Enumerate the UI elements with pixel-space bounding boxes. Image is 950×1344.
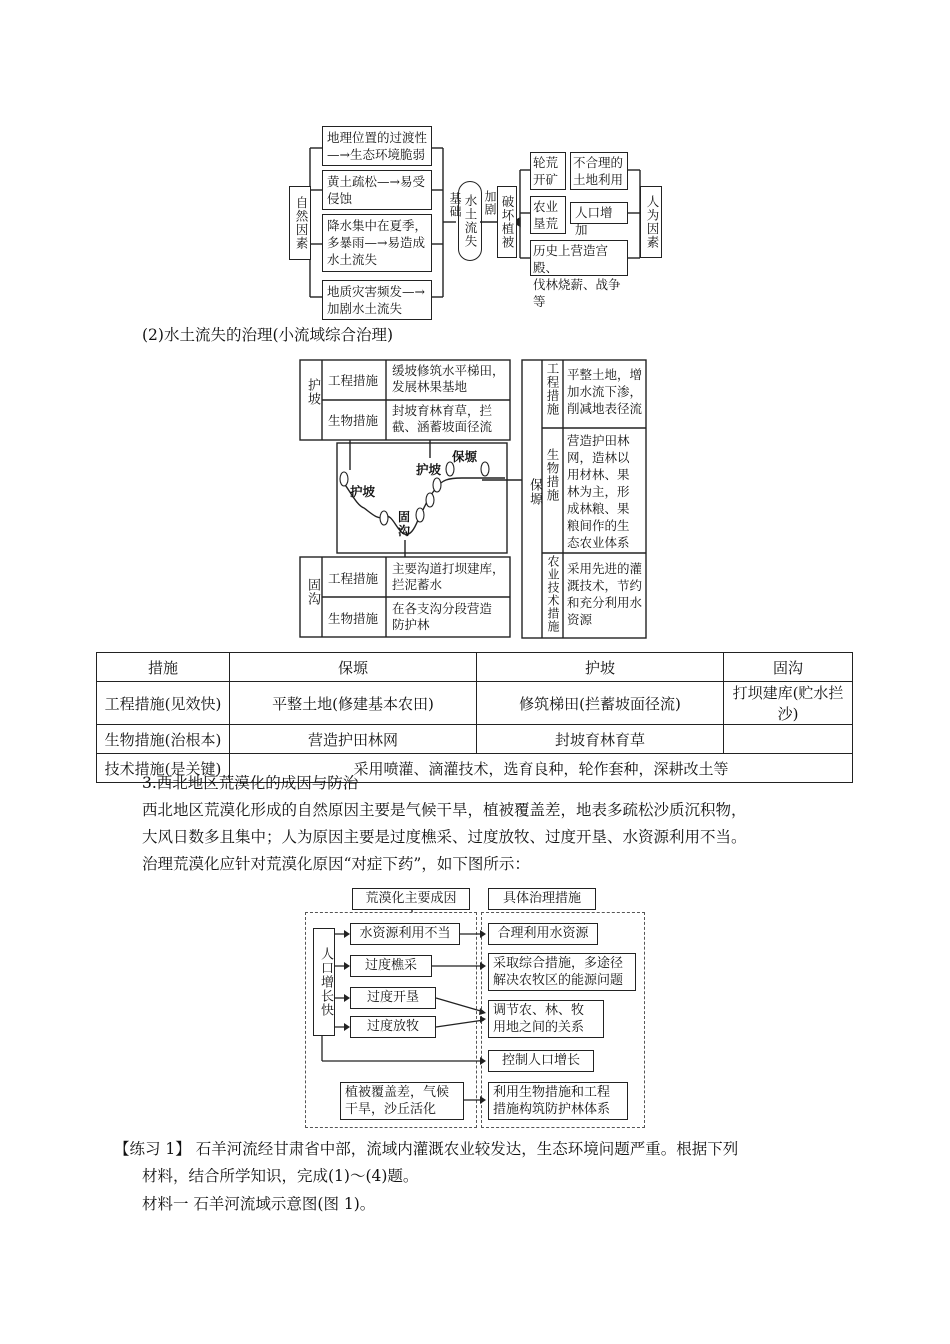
causes-title: 荒漠化主要成因 [352,888,470,910]
measures-title: 具体治理措施 [488,888,596,910]
population-growth-box: 人口增长快 [313,928,335,1036]
hupo-biological-label: 生物措施 [328,413,379,428]
destroy-vegetation-label: 破坏植被 [497,186,517,258]
gugou-biological-text: 在各支沟分段营造 防护林 [392,601,493,632]
irrational-land-use-box: 不合理的 土地利用 [570,152,628,190]
natural-factors-label: 自然因素 [289,186,311,260]
table-header-cell: 固沟 [724,653,853,682]
table-cell: 平整土地(修建基本农田) [230,682,477,725]
natural-causes-box: 植被覆盖差，气候 干旱，沙丘活化 [340,1082,464,1120]
over-cutting-box: 过度樵采 [350,955,432,977]
hupo-engineering-text: 缓坡修筑水平梯田， 发展林果基地 [392,363,505,394]
section3-para1-line2: 大风日数多且集中；人为原因主要是过度樵采、过度放牧、过度开垦、水资源利用不当。 [142,828,747,846]
table-cell: 营造护田林网 [230,725,477,754]
history-box: 历史上营造宫殿、 伐林烧薪、战争等 [530,240,628,276]
gugou-engineering-text: 主要沟道打坝建库， 拦泥蓄水 [392,561,505,592]
exercise-line1: 【练习 1】 石羊河流经甘肃省中部，流域内灌溉农业较发达，生态环境问题严重。根据下列 [114,1140,739,1158]
natural-item-rainfall: 降水集中在夏季， 多暴雨—→易造成 水土流失 [322,214,432,272]
over-graze-box: 过度放牧 [350,1016,436,1038]
hupo-biological-text: 封坡育林育草，拦 截、涵蓄坡面径流 [392,403,493,434]
hupo-engineering-label: 工程措施 [328,373,379,388]
baoyuan-engineering-text: 平整土地，增 加水流下渗， 削减地表径流 [567,367,643,416]
section3-para1-line1: 西北地区荒漠化形成的自然原因主要是气候干旱，植被覆盖差，地表多疏松沙质沉积物， [142,801,747,819]
exercise-line3: 材料一 石羊河流域示意图(图 1)。 [142,1195,376,1213]
sketch-baoyuan-label: 保塬 [452,449,478,464]
natural-item-location: 地理位置的过渡性 —→生态环境脆弱 [322,126,432,166]
hupo-label: 护坡 [305,378,320,406]
table-header-cell: 措施 [97,653,230,682]
sketch-hupo-label: 护坡 [350,484,376,499]
natural-item-loess: 黄土疏松—→易受 侵蚀 [322,170,432,210]
baoyuan-engineering-label: 工程措施 [545,362,560,416]
basis-label: 基础 [448,192,462,218]
table-cell: 技术措施(是关键) [97,754,230,783]
table-header-cell: 保塬 [230,653,477,682]
gugou-engineering-label: 工程措施 [328,571,379,586]
baoyuan-biological-text: 营造护田林 网，造林以 用材林、果 林为主，形 成林粮、果 粮间作的生 态农业体系 [567,433,630,550]
gugou-label: 固沟 [305,578,320,606]
section3-heading: 3.西北地区荒漠化的成因与防治 [142,774,359,792]
farming-box: 农业 垦荒 [530,196,566,234]
baoyuan-agri-tech-label: 农业技术措施 [546,555,560,633]
intensify-label: 加剧 [483,190,497,216]
adjust-land-use-box: 调节农、林、牧 用地之间的关系 [488,1000,604,1038]
rational-water-box: 合理利用水资源 [488,923,598,945]
energy-box: 采取综合措施，多途径 解决农牧区的能源问题 [488,953,636,991]
mining-box: 轮荒 开矿 [530,152,566,190]
human-factors-label: 人为因素 [640,186,662,258]
table-cell: 采用喷灌、滴灌技术，选育良种，轮作套种，深耕改土等 [230,754,853,783]
population-increase-box: 人口增加 [570,202,628,224]
natural-item-disaster: 地质灾害频发—→ 加剧水土流失 [322,280,432,320]
sketch-hupo2-label: 护坡 [416,462,442,477]
control-population-box: 控制人口增长 [488,1050,594,1072]
table-cell: 封坡育林育草 [477,725,724,754]
table-cell: 修筑梯田(拦蓄坡面径流) [477,682,724,725]
water-misuse-box: 水资源利用不当 [350,923,460,945]
section2-heading: (2)水土流失的治理(小流域综合治理) [142,326,394,344]
gugou-biological-label: 生物措施 [328,611,379,626]
sketch-gugou-label: 固 沟 [398,510,411,538]
exercise-line2: 材料，结合所学知识，完成(1)～(4)题。 [142,1167,419,1185]
table-header-cell: 护坡 [477,653,724,682]
shelter-forest-box: 利用生物措施和工程 措施构筑防护林体系 [488,1082,628,1120]
table-cell: 生物措施(治根本) [97,725,230,754]
baoyuan-label: 保塬 [527,478,542,506]
soil-erosion-node: 水土流失 [458,181,482,261]
table-cell: 打坝建库(贮水拦沙) [724,682,853,725]
section3-para2: 治理荒漠化应针对荒漠化原因“对症下药”，如下图所示： [142,855,530,873]
baoyuan-biological-label: 生物措施 [545,448,560,502]
over-reclaim-box: 过度开垦 [350,987,436,1009]
table-cell: 工程措施(见效快) [97,682,230,725]
baoyuan-agri-tech-text: 采用先进的灌 溉技术，节约 和充分利用水 资源 [567,561,643,627]
